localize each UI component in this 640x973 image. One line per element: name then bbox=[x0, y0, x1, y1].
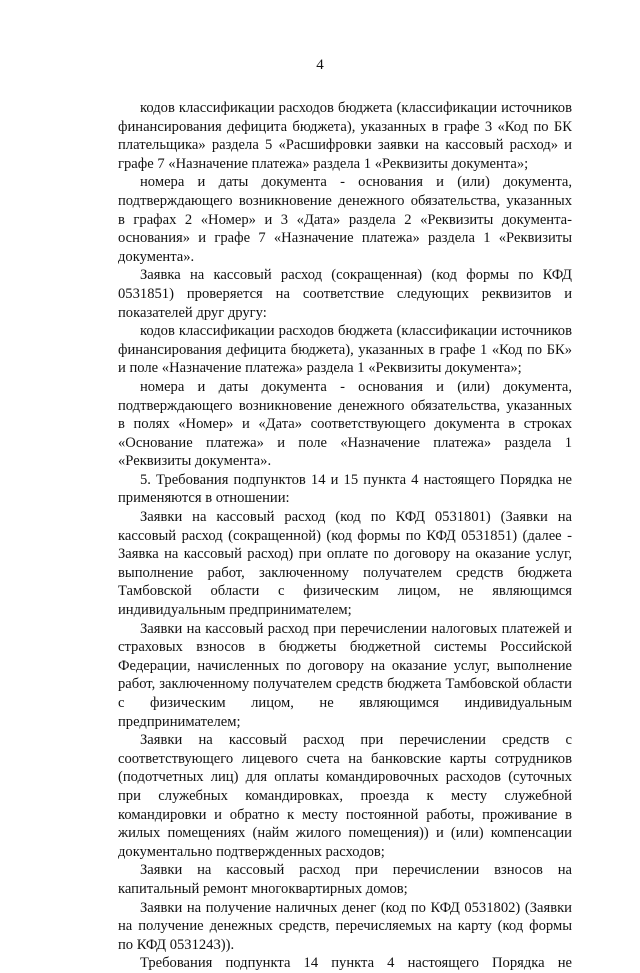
paragraph-request-tax-payments: Заявки на кассовый расход при перечислении налоговых платежей и страховых взносов в бюджеты бюджетной системы Российской Федерации, начисленных по договору на оказание услуг, выполнение работ, заключенному получателем средств бюджета Тамбовской области с физическим лицом, не являющимся индивидуальным предпринимателем; bbox=[118, 620, 572, 730]
paragraph-request-services-contract: Заявки на кассовый расход (код по КФД 0531801) (Заявки на кассовый расход (сокращенной) (код формы по КФД 0531851) (далее - Заявка на кассовый расход) при оплате по договору на оказание услуг, выполнение работ, заключенному получателем средств бюджета Тамбовской области с физическим лицом, не являющимся индивидуальным предпринимателем; bbox=[118, 509, 572, 619]
paragraph-item-5: 5. Требования подпунктов 14 и 15 пункта 4 настоящего Порядка не применяются в отношении: bbox=[118, 471, 572, 507]
paragraph-short-budget-codes: кодов классификации расходов бюджета (классификации источников финансирования дефицита бюджета), указанных в графе 1 «Код по БК» и поле «Назначение платежа» раздела 1 «Реквизиты документа»; bbox=[118, 323, 572, 377]
paragraph-budget-codes: кодов классификации расходов бюджета (классификации источников финансирования дефицита бюджета), указанных в графе 3 «Код по БК плательщика» раздела 5 «Расшифровки заявки на кассовый расход» и графе 7 «Назначение платежа» раздела 1 «Реквизиты документа»; bbox=[118, 100, 572, 172]
page-number: 4 bbox=[316, 57, 324, 73]
paragraph-request-bank-cards: Заявки на кассовый расход при перечислении средств с соответствующего лицевого счета на банковские карты сотрудников (подотчетных лиц) для оплаты командировочных расходов (суточных при служебных командировках, проезда к месту служебной командировки и обратно к месту постоянной работы, проживание в жилых помещениях (найм жилого помещения)) и (или) компенсации документально подтвержденных расходов; bbox=[118, 732, 572, 860]
paragraph-request-cash: Заявки на получение наличных денег (код по КФД 0531802) (Заявки на получение денежных средств, перечисляемых на карту (код формы по КФД 0531243)). bbox=[118, 899, 572, 953]
paragraph-short-document-number-date: номера и даты документа - основания и (или) документа, подтверждающего возникновение денежного обязательства, указанных в полях «Номер» и «Дата» соответствующего документа в строках «Основание платежа» и поле «Назначение платежа» раздела 1 «Реквизиты документа». bbox=[118, 378, 572, 470]
paragraph-requirements-continued: Требования подпункта 14 пункта 4 настоящего Порядка не bbox=[140, 955, 572, 972]
paragraph-request-capital-repair: Заявки на кассовый расход при перечислении взносов на капитальный ремонт многоквартирных домов; bbox=[118, 862, 572, 897]
paragraph-document-number-date: номера и даты документа - основания и (или) документа, подтверждающего возникновение денежного обязательства, указанных в графах 2 «Номер» и 3 «Дата» раздела 2 «Реквизиты документа-основания» и графе 7 «Назначение платежа» раздела 1 «Реквизиты документа». bbox=[118, 174, 572, 265]
document-body bbox=[118, 99, 572, 973]
paragraph-short-request-check: Заявка на кассовый расход (сокращенная) (код формы по КФД 0531851) проверяется на соответствие следующих реквизитов и показателей друг другу: bbox=[118, 267, 572, 321]
